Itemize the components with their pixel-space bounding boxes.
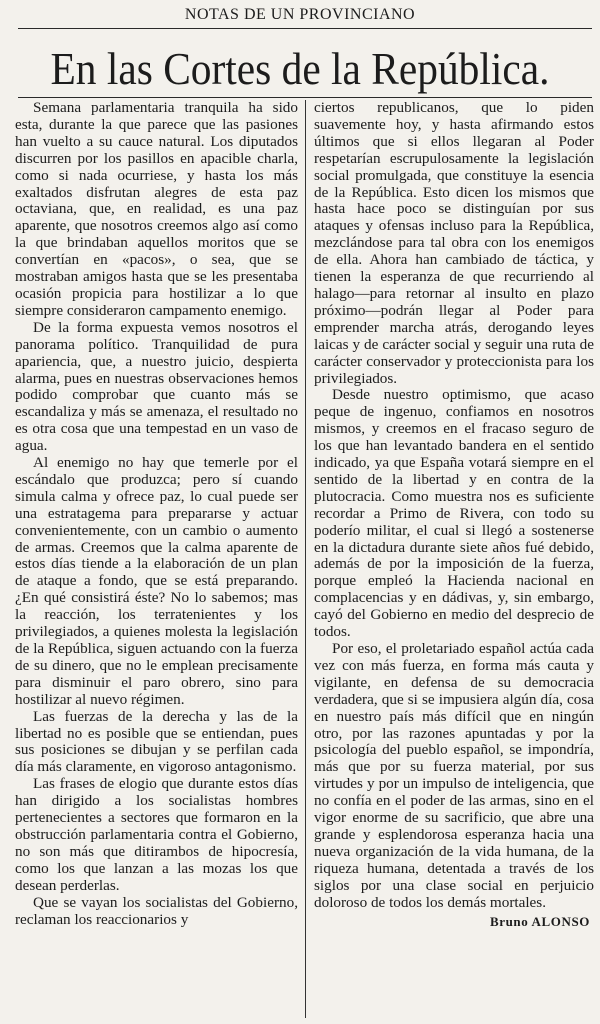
section-heading: NOTAS DE UN PROVINCIANO [184,6,416,23]
paragraph: Las frases de elogio que durante estos días han dirigido a los socialistas hombres pertenecientes a sectores que formaron en la obstrucción parlamentaria contra el Gobierno, no son más que ditirambos de hipocresía, como los que lanzan a las mozas los que desean perderlas. [15,775,298,894]
paragraph: De la forma expuesta vemos nosotros el panorama político. Tranquilidad de pura apariencia, que, a nuestro juicio, despierta alarma, pues en nuestras observaciones hemos podido comprobar que cuanto más se escandaliza y más se amenaza, el resultado no es otra cosa que una tempestad en un vaso de agua. [15,318,298,455]
author-signature: Bruno ALONSO [489,913,590,929]
article-column-right [314,100,594,930]
paragraph: ciertos republicanos, que lo piden suavemente hoy, y hasta afirmando estos últimos que si ellos llegaran al Poder respetarían escrupulosamente la legislación social promulgada, que constituye la esencia de la República. Esto dicen los mismos que hasta hace poco se distinguían por sus ataques y ofensas incluso para la República, mezclándose para tal obra con los enemigos de ella. Ahora han cambiado de táctica, y tienen la esperanza de que recurriendo al halago—para retornar al insulto en plazo próximo—podrán llegar al Poder para emprender marcha atrás, derogando leyes laicas y de carácter social y seguir una ruta de carácter conservador y proteccionista para los privilegiados. [314,99,594,387]
paragraph: Desde nuestro optimismo, que acaso peque de ingenuo, confiamos en nosotros mismos, y creemos en el fracaso seguro de los que han levantado bandera en el sentido indicado, ya que España votará siempre en el sentido de la libertad y en contra de la plutocracia. Como muestra nos es suficiente recordar a Primo de Rivera, con todo su poderío militar, el cual si llegó a sostenerse en la dictadura durante siete años fué debido, además de por la imposición de la fuerza, porque empleó la Hacienda nacional en complacencias y en dádivas, y, sin embargo, cayó del Gobierno en medio del desprecio de todos. [314,386,594,641]
paragraph: Semana parlamentaria tranquila ha sido esta, durante la que parece que las pasiones han vuelto a su cauce natural. Los diputados discurren por los pasillos en apacible charla, como si nada ocurriese, y hasta los más exaltados disfrutan alegres de esta paz octaviana, que, en realidad, es una paz aparente, que nosotros creemos algo así como la que brindaban aquellos moritos que se convertían en «pacos», o sea, que se mostraban amigos hasta que se les presentaba ocasión propicia para hostilizar a lo que siempre consideraron campamento enemigo. [15,99,298,319]
paragraph: Que se vayan los socialistas del Gobierno, reclaman los reaccionarios y [15,893,298,928]
column-divider [305,100,306,1018]
article-column-left [15,100,298,928]
headline-rule [18,97,592,98]
paragraph: Por eso, el proletariado español actúa cada vez con más fuerza, en forma más cauta y vigilante, en defensa de su democracia verdadera, que si se impusiera algún día, cosa en nuestro país más difícil que en ningún otro, por las razones apuntadas y por la psicología del pueblo español, se impondría, más que por su fuerza material, por sus virtudes y por un impulso de inteligencia, que no confía en el poder de las armas, sino en el vigor enorme de su sacrificio, que abre una grande y esplendorosa esperanza hacia una nueva organización de la vida humana, de la riqueza humana, detentada a través de los siglos por una clase social en perjuicio doloroso de todos los demás mortales. [314,640,594,911]
header-rule [18,28,592,29]
paragraph: Las fuerzas de la derecha y las de la libertad no es posible que se entiendan, pues sus posiciones se dibujan y se perfilan cada día más claramente, en vigoroso antagonismo. [15,707,298,776]
paragraph: Al enemigo no hay que temerle por el escándalo que produzca; pero sí cuando simula calma y ofrece paz, lo cual puede ser una estratagema para prepararse y actuar convenientemente, con un cambio o aumento de armas. Creemos que la calma aparente de estos días tiende a la elaboración de un plan de ataque a fondo, que se está preparando. ¿En qué consistirá éste? No lo sabemos; mas la reacción, los terratenientes y los privilegiados, a quienes molesta la legislación de la República, siguen actuando con la fuerza de su dinero, que no le emplean precisamente para disminuir el paro obrero, sino para hostilizar al nuevo régimen. [15,454,298,708]
headline: En las Cortes de la República. [50,43,550,94]
